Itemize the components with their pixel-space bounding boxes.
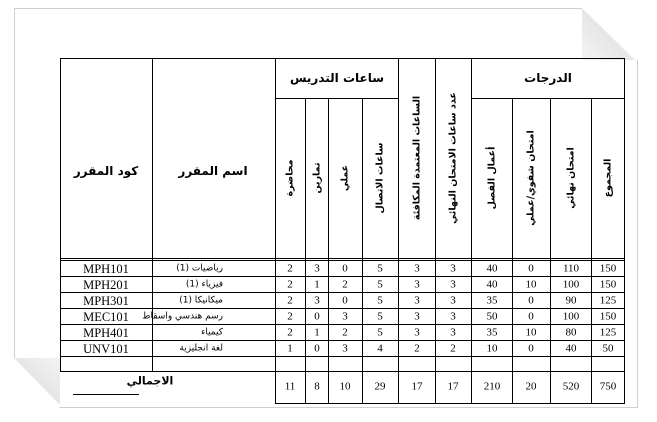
- header-final-exam: امتحان نهائي: [565, 147, 577, 209]
- cell-coursework: 40: [486, 278, 498, 290]
- cell-total: 150: [599, 278, 617, 290]
- cell-exam: 3: [450, 310, 456, 322]
- cell-final: 40: [565, 342, 577, 354]
- cell-contact: 4: [377, 342, 383, 354]
- total-exercises: 8: [314, 380, 320, 393]
- cell-practical: 3: [342, 342, 348, 354]
- cell-name: رسم هندسي واسقاط: [142, 311, 223, 321]
- cell-exam: 2: [450, 342, 456, 354]
- cell-practical: 2: [342, 278, 348, 290]
- cell-total: 125: [599, 294, 617, 306]
- total-contact: 29: [374, 380, 386, 393]
- header-course-code: كود المقرر: [73, 164, 139, 178]
- header-teaching-hours: ساعات التدريس: [289, 71, 385, 85]
- header-contact-hours: ساعات الاتصال: [374, 142, 386, 214]
- cell-code: MEC101: [83, 309, 129, 324]
- cell-exam: 3: [450, 326, 456, 338]
- header-lecture: محاضرة: [284, 159, 296, 197]
- header-exercises: تمارين: [311, 162, 323, 194]
- total-final: 520: [562, 380, 580, 393]
- total-grand: 750: [599, 380, 617, 393]
- cell-oral: 0: [528, 310, 534, 322]
- cell-name: فيزياء (1): [185, 279, 223, 289]
- header-practical: عملي: [339, 164, 351, 192]
- cell-contact: 5: [377, 294, 383, 306]
- totals-blank-line: [73, 394, 139, 395]
- cell-name: كيمياء: [201, 327, 223, 337]
- cell-oral: 0: [528, 342, 534, 354]
- cell-practical: 3: [342, 310, 348, 322]
- cell-credit: 2: [414, 342, 420, 354]
- cell-oral: 0: [528, 294, 534, 306]
- cell-credit: 3: [414, 326, 420, 338]
- cell-contact: 5: [377, 262, 383, 274]
- cell-exercises: 0: [314, 310, 320, 322]
- cell-coursework: 10: [486, 342, 498, 354]
- cell-total: 50: [602, 342, 614, 354]
- cell-exam: 3: [450, 278, 456, 290]
- cell-lecture: 2: [287, 310, 293, 322]
- cell-oral: 10: [525, 278, 537, 290]
- cell-final: 100: [562, 310, 580, 322]
- cell-code: MPH201: [83, 277, 129, 292]
- cell-final: 100: [562, 278, 580, 290]
- cell-exercises: 1: [314, 326, 320, 338]
- header-coursework: أعمال الفصل: [486, 146, 498, 210]
- cell-credit: 3: [414, 310, 420, 322]
- cell-coursework: 40: [486, 262, 498, 274]
- cell-contact: 5: [377, 326, 383, 338]
- cell-name: ميكانيكا (1): [179, 295, 223, 305]
- header-credit-hours: الساعات المعتمدة المكافئة: [411, 95, 423, 221]
- cell-exam: 3: [450, 262, 456, 274]
- cell-exercises: 3: [314, 294, 320, 306]
- cell-code: MPH101: [83, 261, 129, 276]
- total-oral: 20: [525, 380, 537, 393]
- header-total: المجموع: [602, 158, 614, 198]
- cell-lecture: 2: [287, 326, 293, 338]
- cell-total: 150: [599, 310, 617, 322]
- cell-contact: 5: [377, 278, 383, 290]
- cell-practical: 0: [342, 294, 348, 306]
- cell-coursework: 35: [486, 326, 498, 338]
- cell-code: MPH301: [83, 293, 129, 308]
- cell-exercises: 0: [314, 342, 320, 354]
- cell-credit: 3: [414, 278, 420, 290]
- header-oral-practical: امتحان شفوي/عملي: [525, 130, 537, 226]
- header-course-name: اسم المقرر: [178, 164, 248, 178]
- cell-credit: 3: [414, 294, 420, 306]
- cell-code: MPH401: [83, 325, 129, 340]
- totals-label: الاجمالي: [126, 374, 174, 388]
- cell-total: 150: [599, 262, 617, 274]
- cell-final: 110: [562, 262, 580, 274]
- cell-credit: 3: [414, 262, 420, 274]
- cell-final: 90: [565, 294, 577, 306]
- total-coursework: 210: [483, 380, 501, 393]
- cell-name: رياضيات (1): [176, 263, 223, 273]
- total-credit: 17: [411, 380, 423, 393]
- total-exam: 17: [447, 380, 459, 393]
- cell-oral: 10: [525, 326, 537, 338]
- cell-oral: 0: [528, 262, 534, 274]
- cell-exercises: 3: [314, 262, 320, 274]
- cell-practical: 2: [342, 326, 348, 338]
- cell-practical: 0: [342, 262, 348, 274]
- cell-code: UNV101: [83, 341, 129, 356]
- cell-name: لغة انجليزية: [179, 343, 223, 353]
- header-exam-hours: عدد ساعات الامتحان النهائي: [447, 92, 459, 224]
- cell-lecture: 2: [287, 294, 293, 306]
- cell-coursework: 35: [486, 294, 498, 306]
- cell-exercises: 1: [314, 278, 320, 290]
- total-practical: 10: [339, 380, 351, 393]
- cell-contact: 5: [377, 310, 383, 322]
- cell-lecture: 2: [287, 262, 293, 274]
- cell-coursework: 50: [486, 310, 498, 322]
- cell-lecture: 2: [287, 278, 293, 290]
- header-grades: الدرجات: [524, 71, 572, 85]
- cell-total: 125: [599, 326, 617, 338]
- total-lecture: 11: [284, 380, 296, 393]
- cell-lecture: 1: [287, 342, 293, 354]
- cell-final: 80: [565, 326, 577, 338]
- cell-exam: 3: [450, 294, 456, 306]
